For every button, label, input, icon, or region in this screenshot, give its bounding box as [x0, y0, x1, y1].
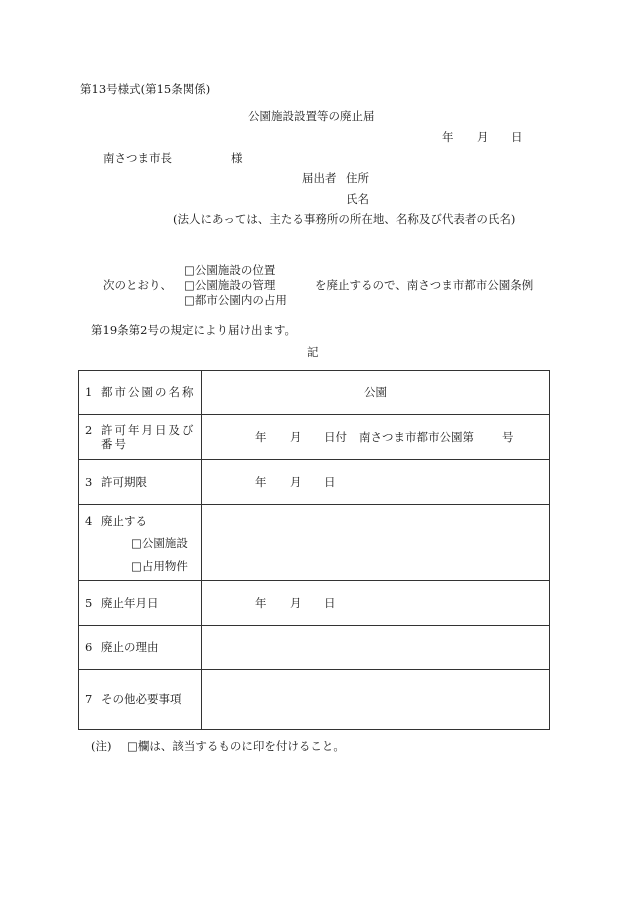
- row-label-cell: [79, 415, 202, 460]
- row-label-cell: [79, 626, 202, 670]
- table-row: [79, 371, 550, 415]
- abolish-option-facility: □公園施設: [131, 536, 188, 551]
- row-label: 廃止する: [101, 514, 147, 528]
- table-row: [79, 460, 550, 505]
- row-label: その他必要事項: [101, 692, 182, 707]
- row-number: 6: [85, 640, 93, 655]
- applicant-label: 届出者: [302, 171, 337, 185]
- trail-text: を廃止するので、南さつま市都市公園条例: [315, 278, 534, 292]
- row-number: 2: [85, 422, 93, 437]
- table-row: [79, 505, 550, 581]
- table-row: [79, 670, 550, 730]
- row-number: 1: [85, 385, 93, 400]
- row-number: 5: [85, 595, 93, 610]
- period-month: 月: [290, 475, 302, 489]
- row-number: 7: [85, 692, 93, 707]
- name-label: 氏名: [346, 192, 369, 206]
- form-number: 第13号様式(第15条関係): [80, 82, 211, 96]
- form-title: 公園施設設置等の廃止届: [248, 109, 375, 123]
- permit-number-suffix: 号: [502, 430, 514, 444]
- table-row: [79, 626, 550, 670]
- abolish-date-cell: [202, 581, 550, 626]
- row-label-cell: [79, 505, 202, 581]
- other-matters-cell: [202, 670, 550, 730]
- row-label-cell: [79, 460, 202, 505]
- address-label: 住所: [346, 171, 369, 185]
- park-name-cell: [202, 371, 550, 415]
- permit-period-cell: [202, 460, 550, 505]
- abolish-year: 年: [255, 596, 267, 610]
- abolish-month: 月: [290, 596, 302, 610]
- row-label-cell: [79, 581, 202, 626]
- park-name-value: 公園: [364, 385, 387, 400]
- row-label: 許可年月日及び番号: [101, 422, 196, 451]
- addressee: 南さつま市長: [103, 151, 172, 165]
- row-label: 許可期限: [101, 474, 147, 489]
- abolish-target-cell: [202, 505, 550, 581]
- row-label: 都市公園の名称: [101, 385, 196, 400]
- row-label-cell: [79, 670, 202, 730]
- permit-month: 月: [290, 430, 302, 444]
- table-row: [79, 415, 550, 460]
- note-label: (注): [91, 739, 112, 753]
- abolish-day: 日: [324, 596, 336, 610]
- period-day: 日: [324, 475, 336, 489]
- date-year-label: 年: [442, 130, 454, 144]
- abolish-option-occupancy: □占用物件: [131, 558, 188, 573]
- honorific: 様: [231, 151, 243, 165]
- period-year: 年: [255, 475, 267, 489]
- ki-mark: 記: [307, 345, 319, 359]
- permit-day: 日付: [324, 430, 347, 444]
- permit-year: 年: [255, 430, 267, 444]
- permit-office: 南さつま市都市公園第: [359, 430, 474, 444]
- date-month-label: 月: [477, 130, 489, 144]
- abolish-reason-cell: [202, 626, 550, 670]
- table-row: [79, 581, 550, 626]
- corporate-note: (法人にあっては、主たる事務所の所在地、名称及び代表者の氏名): [173, 212, 516, 226]
- permit-date-cell: [202, 415, 550, 460]
- option-location: □公園施設の位置: [184, 263, 276, 277]
- note-text: □欄は、該当するものに印を付けること。: [127, 739, 345, 753]
- body-line2: 第19条第2号の規定により届け出ます。: [91, 323, 297, 337]
- option-occupancy: □都市公園内の占用: [184, 293, 287, 307]
- row-label: 廃止年月日: [101, 595, 159, 610]
- row-number: 4: [85, 514, 93, 528]
- date-day-label: 日: [511, 130, 523, 144]
- row-label-cell: [79, 371, 202, 415]
- details-table: [78, 370, 550, 730]
- row-label: 廃止の理由: [101, 640, 159, 655]
- row-number: 3: [85, 474, 93, 489]
- option-management: □公園施設の管理: [184, 278, 276, 292]
- lead-text: 次のとおり、: [103, 278, 172, 292]
